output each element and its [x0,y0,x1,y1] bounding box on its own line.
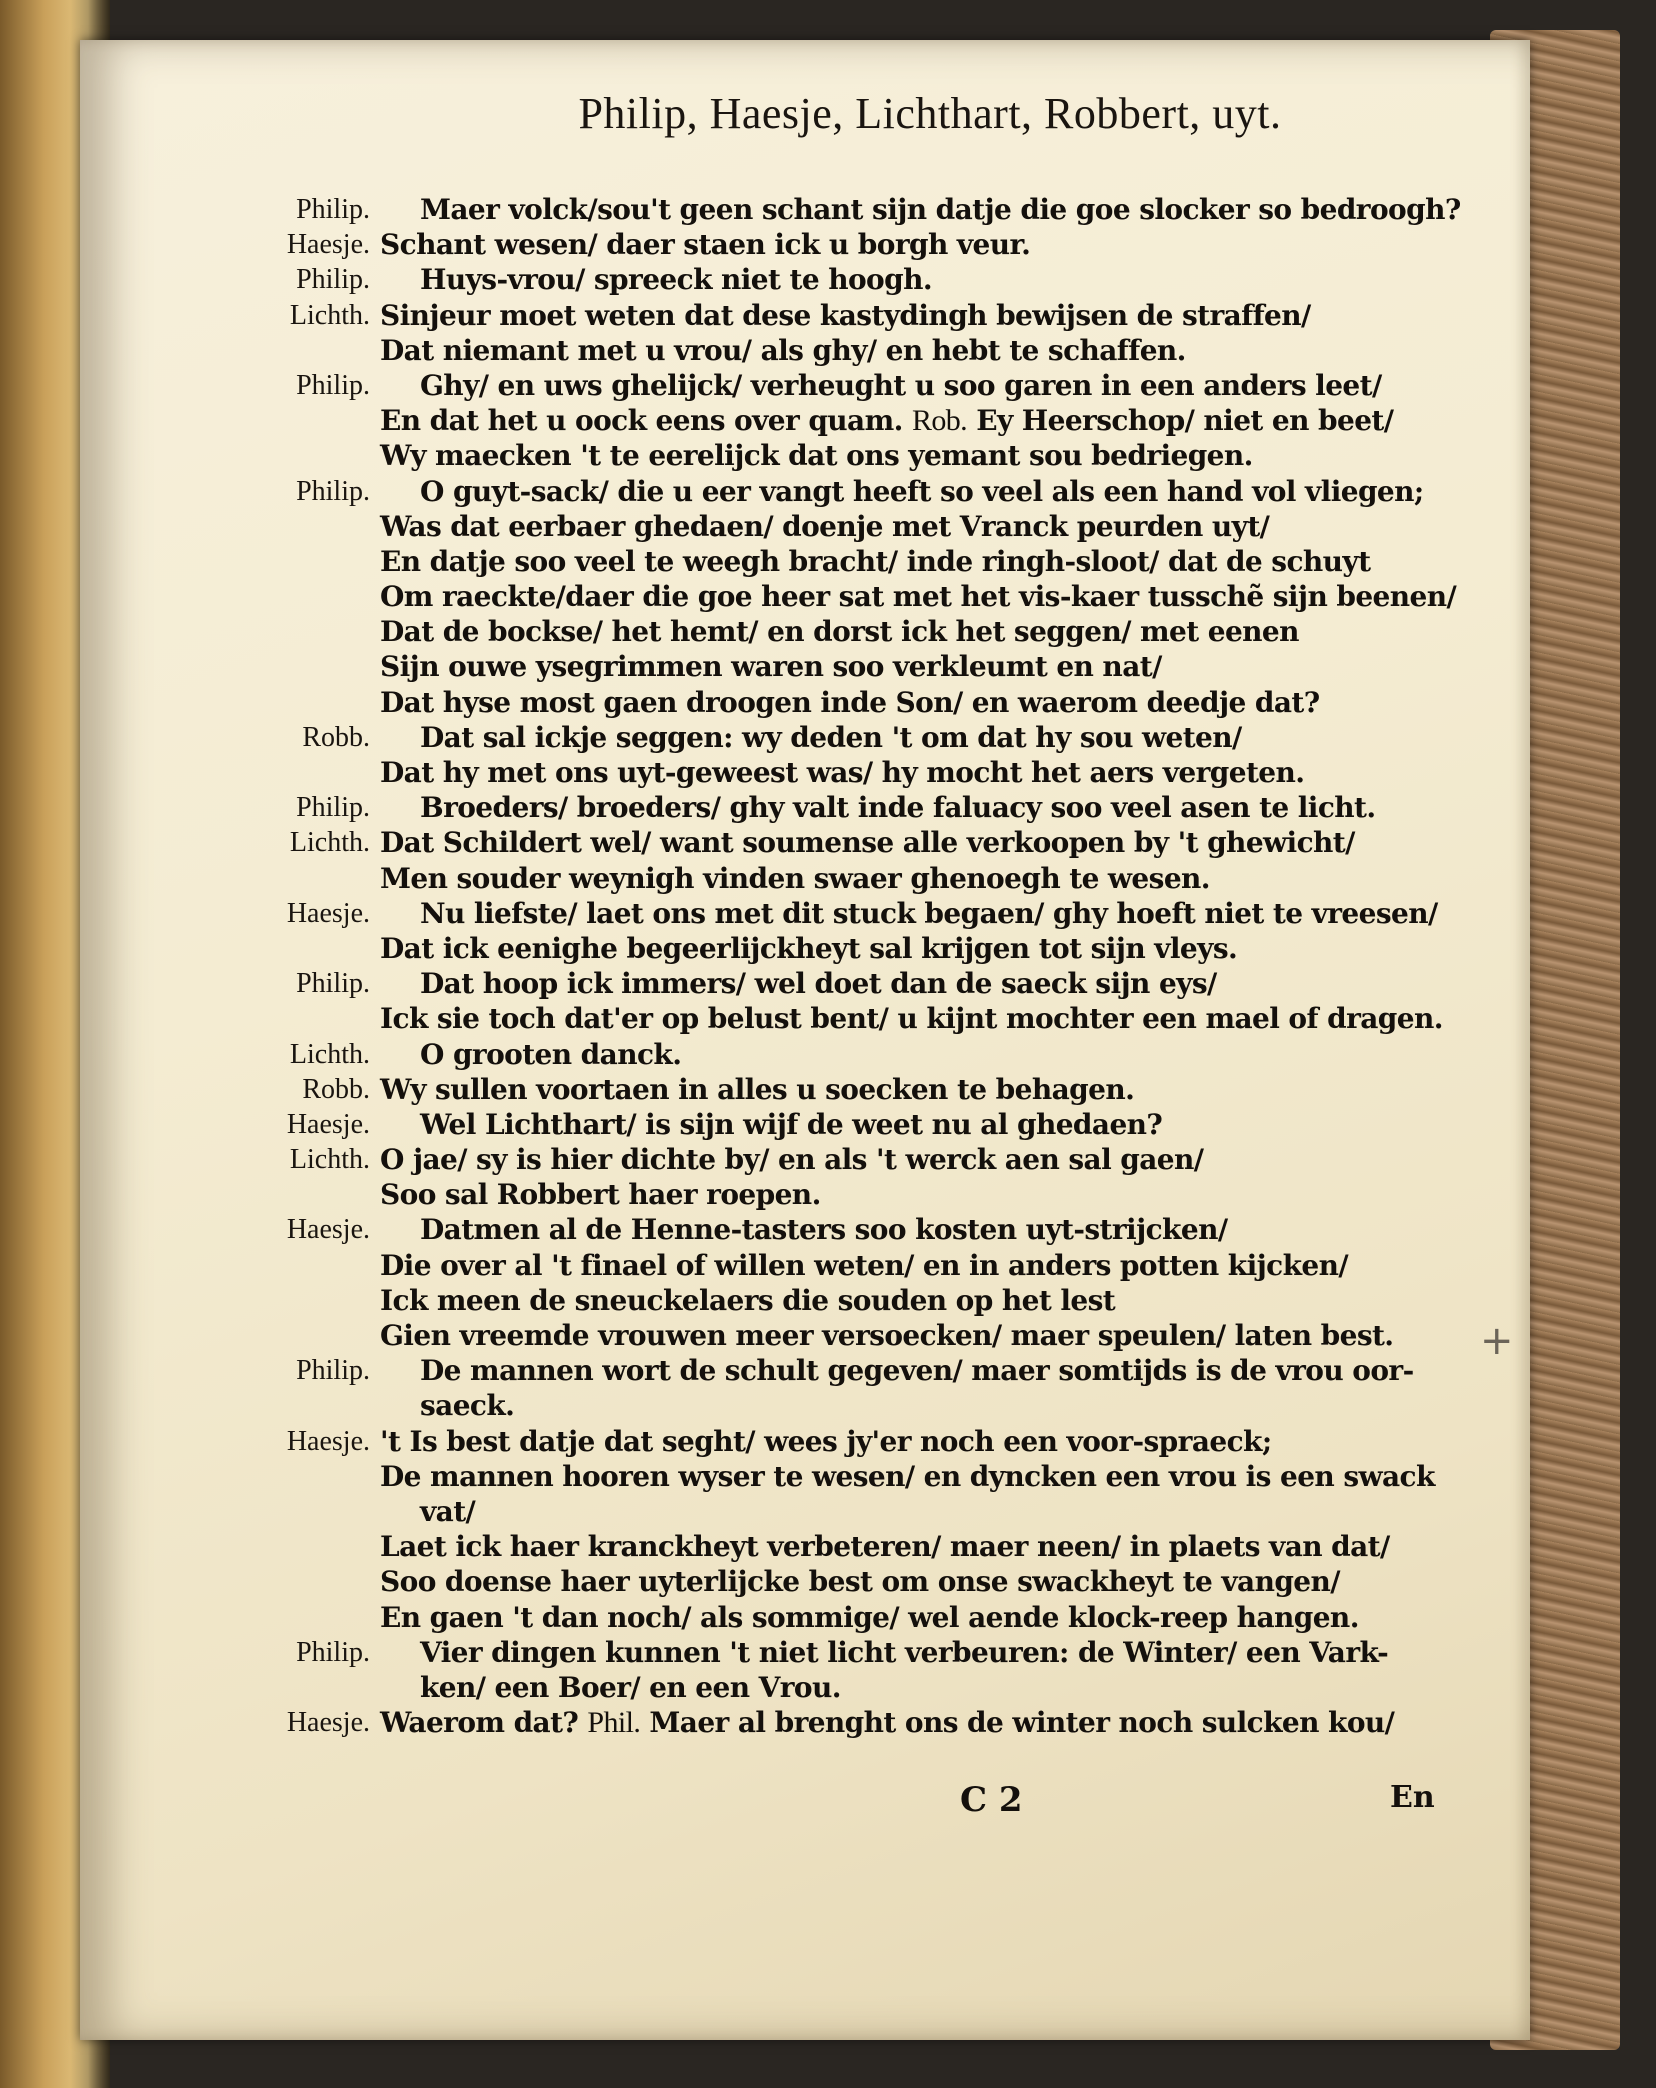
line-text [420,896,1438,931]
line-text [380,861,1210,896]
line-text-part: En datje soo veel te weegh bracht/ inde ringh-sloot/ dat de schuyt [380,544,1371,578]
line-text [420,1107,1162,1142]
line-text [420,1635,1388,1670]
dialogue-line [0,1705,1480,1740]
line-text-part: Ey Heerschop/ niet en beet/ [976,404,1394,438]
dialogue-line [0,509,1480,544]
line-text-part: Men souder weynigh vinden swaer ghenoegh te wesen. [380,861,1210,895]
line-text-part: O grooten danck. [420,1037,682,1071]
line-text [380,1142,1203,1177]
line-text-part: Gien vreemde vrouwen meer versoecken/ maer speulen/ laten best. [380,1319,1394,1352]
dialogue-line [0,614,1480,649]
speaker-name: Lichth. [289,1038,370,1070]
line-text [380,298,1311,333]
dialogue-line [0,1177,1480,1212]
line-text-part: Vier dingen kunnen 't niet licht verbeuren: de Winter/ een Vark- [420,1635,1389,1669]
line-text [380,931,1237,966]
line-text [420,1388,514,1423]
line-text-part: Schant wesen/ daer staen ick u borgh veur. [380,228,1031,262]
dialogue-line [0,1318,1480,1353]
line-text-part: ken/ een Boer/ en een Vrou. [420,1670,841,1704]
line-text-part: En gaen 't dan noch/ als sommige/ wel aende klock-reep hangen. [380,1600,1359,1634]
dialogue-line [0,1072,1480,1107]
line-text [380,649,1162,684]
dialogue-line [0,1037,1480,1072]
line-text [380,1459,1435,1494]
line-text-part: En dat het u oock eens over quam. [380,404,903,438]
line-text-part: De mannen hooren wyser te wesen/ en dyncken een vrou is een swack [380,1459,1435,1493]
line-text-part: Dat Schildert wel/ want soumense alle verkoopen by 't ghewicht/ [380,826,1355,860]
catchword: En [1390,1780,1435,1815]
line-text-part: Wel Lichthart/ is sijn wijf de weet nu al ghedaen? [420,1107,1163,1141]
line-text [380,614,1299,649]
line-text [420,1670,841,1705]
dialogue-line [0,438,1480,473]
line-text-part: Sinjeur moet weten dat dese kastydingh bewijsen de straffen/ [380,298,1311,332]
line-text-part: Om raeckte/daer die goe heer sat met het vis-kaer tusschẽ sijn beenen/ [380,580,1457,614]
line-text [420,474,1424,509]
line-text-part: O guyt-sack/ die u eer vangt heeft so veel als een hand vol vliegen; [420,474,1424,508]
dialogue-line [0,403,1480,438]
speaker-name: Haesje. [286,1707,370,1739]
dialogue-line [0,579,1480,614]
line-text-part: De mannen wort de schult gegeven/ maer somtijds is de vrou oor- [420,1354,1414,1388]
dialogue-line [0,1212,1480,1247]
speaker-name: Philip. [296,264,370,296]
speaker-name: Robb. [302,721,370,753]
line-text-part: Soo sal Robbert haer roepen. [380,1178,821,1212]
dialogue-line [0,755,1480,790]
speaker-name: Haesje. [286,229,370,261]
dialogue-line [0,1283,1480,1318]
line-text [380,1564,1340,1599]
line-text-part: Ick sie toch dat'er op belust bent/ u kijnt mochter een mael of dragen. [380,1002,1443,1036]
speaker-name: Haesje. [286,1425,370,1457]
line-text [420,368,1382,403]
line-text-part: 't Is best datje dat seght/ wees jy'er noch een voor-spraeck; [380,1424,1272,1458]
speaker-name: Haesje. [286,1214,370,1246]
line-text [380,1318,1393,1353]
line-text-part: Laet ick haer kranckheyt verbeteren/ maer neen/ in plaets van dat/ [380,1530,1390,1564]
line-text-part: Die over al 't finael of willen weten/ en in anders potten kijcken/ [380,1248,1348,1282]
dialogue-line [0,1142,1480,1177]
line-text-part: Huys-vrou/ spreeck niet te hoogh. [420,263,932,297]
speaker-name: Robb. [302,1073,370,1105]
line-text-part: Sijn ouwe ysegrimmen waren soo verkleumt en nat/ [380,650,1162,684]
dialogue-line [0,649,1480,684]
line-text [380,227,1030,262]
dialogue-line [0,720,1480,755]
line-text-part: Wy sullen voortaen in alles u soecken te behagen. [380,1072,1135,1106]
line-text-part: Ghy/ en uws ghelijck/ verheught u soo garen in een anders leet/ [420,368,1382,402]
line-text [380,1600,1359,1635]
line-text [380,438,1253,473]
line-text [420,720,1242,755]
line-text-part: Dat hoop ick immers/ wel doet dan de saeck sijn eys/ [420,967,1217,1001]
speaker-name: Philip. [296,369,370,401]
line-text-part: Dat hy met ons uyt-geweest was/ hy mocht het aers vergeten. [380,756,1305,789]
line-text-part: Dat hyse most gaen droogen inde Son/ en waerom deedje dat? [380,685,1320,719]
line-text [380,333,1186,368]
speaker-name: Philip. [296,1355,370,1387]
dialogue-line [0,1564,1480,1599]
dialogue-line [0,1670,1480,1705]
line-text [380,1177,821,1212]
dialogue-line [0,333,1480,368]
line-text-part: Waerom dat? [380,1706,579,1740]
line-text [380,755,1304,790]
line-text [380,1424,1272,1459]
line-text [380,1705,1394,1740]
signature-mark: C 2 [960,1780,1023,1820]
line-text-part: Dat ick eenighe begeerlijckheyt sal krijgen tot sijn vleys. [380,931,1238,965]
dialogue-line [0,1459,1480,1494]
line-text [380,1529,1390,1564]
line-text-part: Datmen al de Henne-tasters soo kosten uyt-strijcken/ [420,1213,1228,1247]
line-text-part: Dat niemant met u vrou/ als ghy/ en hebt te schaffen. [380,333,1186,367]
speaker-name: Philip. [296,792,370,824]
dialogue-line [0,1388,1480,1423]
dialogue-line [0,861,1480,896]
dialogue-line [0,298,1480,333]
line-text [420,790,1376,825]
speaker-name: Lichth. [289,827,370,859]
line-text-part: Soo doense haer uyterlijcke best om onse swackheyt te vangen/ [380,1565,1340,1599]
dialogue-line [0,966,1480,1001]
dialogue-line [0,1635,1480,1670]
line-text [420,1037,681,1072]
speaker-name: Lichth. [289,1144,370,1176]
line-text-part: Maer volck/sou't geen schant sijn datje die goe slocker so bedroogh? [420,193,1461,226]
dialogue-line [0,896,1480,931]
margin-pencil-mark: + [1480,1318,1514,1364]
page-footer [0,1780,1480,1820]
dialogue-line [0,368,1480,403]
dialogue-line [0,262,1480,297]
dialogue-line [0,474,1480,509]
dialogue-line [0,1494,1480,1529]
line-text-part: saeck. [420,1389,515,1423]
dialogue-line [0,1001,1480,1036]
line-text [380,509,1269,544]
dialogue-line [0,1529,1480,1564]
line-text-part: Dat de bockse/ het hemt/ en dorst ick het seggen/ met eenen [380,615,1299,649]
inline-speaker-name: Rob. [911,404,968,438]
line-text [380,579,1456,614]
line-text [380,544,1370,579]
line-text-part: Ick meen de sneuckelaers die souden op het lest [380,1283,1116,1317]
line-text [420,192,1461,227]
dialogue-line [0,1248,1480,1283]
speaker-name: Lichth. [289,299,370,331]
line-text-part: Maer al brenght ons de winter noch sulcken kou/ [649,1706,1395,1740]
line-text [420,262,932,297]
line-text [380,1283,1115,1318]
line-text [380,1072,1134,1107]
dialogue-line [0,192,1480,227]
dialogue-line [0,1107,1480,1142]
line-text-part: Broeders/ broeders/ ghy valt inde faluacy soo veel asen te licht. [420,791,1376,825]
dialogue-line [0,685,1480,720]
running-header: Philip, Haesje, Lichthart, Robbert, uyt. [578,89,1282,138]
dialogue-line [0,1600,1480,1635]
speaker-name: Philip. [296,1636,370,1668]
line-text-part: Was dat eerbaer ghedaen/ doenje met Vranck peurden uyt/ [380,509,1270,543]
dialogue-line [0,825,1480,860]
dialogue-line [0,931,1480,966]
dialogue-line [0,1424,1480,1459]
speaker-name: Philip. [296,968,370,1000]
speaker-name: Haesje. [286,897,370,929]
line-text-part: O jae/ sy is hier dichte by/ en als 't werck aen sal gaen/ [380,1143,1204,1177]
line-text [420,1494,475,1529]
speaker-name: Philip. [296,194,370,225]
dialogue-block [0,192,1480,1740]
speaker-name: Haesje. [286,1108,370,1140]
line-text [380,1001,1443,1036]
dialogue-line [0,1353,1480,1388]
line-text-part: vat/ [420,1494,476,1528]
line-text [380,1248,1348,1283]
dialogue-line [0,227,1480,262]
speaker-name: Philip. [296,475,370,507]
line-text-part: Nu liefste/ laet ons met dit stuck begaen/ ghy hoeft niet te vreesen/ [420,896,1438,930]
line-text [380,825,1355,860]
line-text-part: Dat sal ickje seggen: wy deden 't om dat hy sou weten/ [420,720,1242,754]
line-text [380,685,1320,720]
line-text [420,966,1217,1001]
line-text [420,1353,1414,1388]
line-text [380,403,1393,438]
line-text-part: Wy maecken 't te eerelijck dat ons yemant sou bedriegen. [380,439,1253,473]
dialogue-line [0,544,1480,579]
inline-speaker-name: Phil. [587,1706,641,1740]
line-text [420,1212,1227,1247]
dialogue-line [0,790,1480,825]
